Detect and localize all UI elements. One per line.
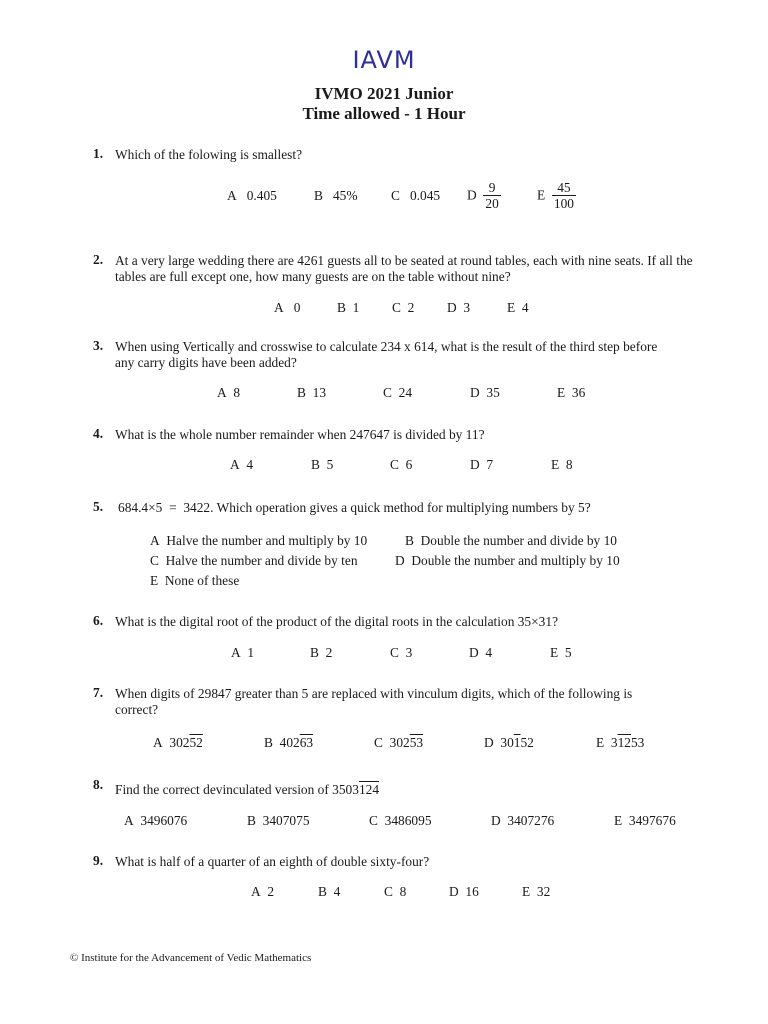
- option-b[interactable]: B 4: [318, 884, 341, 899]
- option-b[interactable]: B 1: [337, 300, 360, 315]
- question-text: Find the correct devinculated version of 3503124: [115, 782, 380, 797]
- option-e[interactable]: E None of these: [150, 573, 240, 588]
- question-text: When digits of 29847 greater than 5 are replaced with vinculum digits, which of the following is correct?: [115, 686, 633, 717]
- q2-options: [0, 300, 768, 318]
- exam-subtitle: Time allowed - 1 Hour: [302, 104, 466, 123]
- q7-options: [0, 735, 768, 753]
- vinculum-digits: 63: [299, 735, 314, 750]
- question-text: What is the digital root of the product of the digital roots in the calculation 35×31?: [115, 614, 559, 629]
- vinculum-digits: 12: [617, 735, 631, 750]
- q6-options: [0, 645, 768, 663]
- option-c[interactable]: C 30253: [374, 735, 424, 750]
- iavm-logo: IAVM: [352, 46, 416, 74]
- option-e[interactable]: E 32: [522, 884, 551, 899]
- q8-options: [0, 813, 768, 831]
- question-number: 6.: [93, 613, 104, 628]
- option-b[interactable]: B Double the number and divide by 10: [405, 533, 617, 548]
- option-d[interactable]: D 3: [447, 300, 471, 315]
- question-number: 5.: [93, 499, 104, 514]
- fraction: $\frac{45}{100}$: [553, 180, 574, 211]
- question-number: 8.: [93, 777, 104, 792]
- option-e[interactable]: E 8: [551, 457, 573, 472]
- vinculum-digits: 1: [513, 735, 521, 750]
- option-a[interactable]: A 0: [274, 300, 301, 315]
- option-d[interactable]: D 7: [470, 457, 494, 472]
- question-number: 4.: [93, 426, 104, 441]
- option-a[interactable]: A 0.405: [227, 188, 277, 203]
- option-e[interactable]: E 4: [507, 300, 529, 315]
- option-c[interactable]: C 8: [384, 884, 407, 899]
- question-number: 3.: [93, 338, 104, 353]
- option-c[interactable]: C Halve the number and divide by ten: [150, 553, 358, 568]
- option-e[interactable]: E $\frac{45}{100}$: [537, 180, 574, 211]
- option-c[interactable]: C 24: [383, 385, 413, 400]
- option-d[interactable]: D 16: [449, 884, 479, 899]
- option-b[interactable]: B 5: [311, 457, 334, 472]
- q5-options: [0, 533, 768, 593]
- q3-options: [0, 385, 768, 403]
- option-a[interactable]: A 30252: [153, 735, 203, 750]
- option-a[interactable]: A 1: [231, 645, 255, 660]
- option-b[interactable]: B 2: [310, 645, 333, 660]
- option-a[interactable]: A 4: [230, 457, 254, 472]
- option-b[interactable]: B 45%: [314, 188, 358, 203]
- question-number: 7.: [93, 685, 104, 700]
- q1-options: [0, 180, 768, 216]
- question-number: 2.: [93, 252, 104, 267]
- question-text: What is the whole number remainder when 247647 is divided by 11?: [115, 427, 485, 442]
- option-c[interactable]: C 3: [390, 645, 413, 660]
- option-e[interactable]: E 36: [557, 385, 586, 400]
- question-text: When using Vertically and crosswise to calculate 234 x 614, what is the result of the third step before any carry digits have been added?: [115, 339, 658, 370]
- q9-options: [0, 884, 768, 902]
- question-text: Which of the folowing is smallest?: [115, 147, 303, 162]
- option-b[interactable]: B 40263: [264, 735, 314, 750]
- option-c[interactable]: C 3486095: [369, 813, 432, 828]
- option-e[interactable]: E 3497676: [614, 813, 676, 828]
- option-c[interactable]: C 6: [390, 457, 413, 472]
- option-a[interactable]: A 3496076: [124, 813, 188, 828]
- vinculum-digits: 53: [409, 735, 424, 750]
- option-c[interactable]: C 2: [392, 300, 415, 315]
- question-text: 684.4×5 = 3422. Which operation gives a quick method for multiplying numbers by 5?: [118, 500, 591, 515]
- equation: 684.4×5 = 3422: [118, 500, 211, 515]
- question-text: At a very large wedding there are 4261 guests all to be seated at round tables, each with nine seats. If all the tables are full except one, how many guests are on the table without nine?: [115, 253, 693, 284]
- expression: 35×31: [517, 614, 553, 629]
- option-d[interactable]: D 4: [469, 645, 493, 660]
- option-e[interactable]: E 5: [550, 645, 572, 660]
- exam-title: IVMO 2021 Junior: [314, 84, 454, 103]
- question-number: 9.: [93, 853, 104, 868]
- option-a[interactable]: A 2: [251, 884, 275, 899]
- option-d[interactable]: D $\frac{9}{20}$: [467, 180, 499, 211]
- question-number: 1.: [93, 146, 104, 161]
- q4-options: [0, 457, 768, 475]
- vinculum-number: 3503124: [332, 782, 380, 797]
- question-text: What is half of a quarter of an eighth of double sixty-four?: [115, 854, 430, 869]
- copyright-footer: © Institute for the Advancement of Vedic Mathematics: [70, 952, 312, 964]
- option-b[interactable]: B 3407075: [247, 813, 310, 828]
- option-a[interactable]: A Halve the number and multiply by 10: [150, 533, 368, 548]
- option-d[interactable]: D Double the number and multiply by 10: [395, 553, 620, 568]
- option-e[interactable]: E 31253: [596, 735, 645, 750]
- fraction: $\frac{9}{20}$: [485, 180, 499, 211]
- option-c[interactable]: C 0.045: [391, 188, 441, 203]
- option-d[interactable]: D 3407276: [491, 813, 555, 828]
- vinculum-digits: 52: [189, 735, 203, 750]
- option-b[interactable]: B 13: [297, 385, 327, 400]
- option-d[interactable]: D 35: [470, 385, 500, 400]
- option-d[interactable]: D 30152: [484, 735, 534, 750]
- option-a[interactable]: A 8: [217, 385, 241, 400]
